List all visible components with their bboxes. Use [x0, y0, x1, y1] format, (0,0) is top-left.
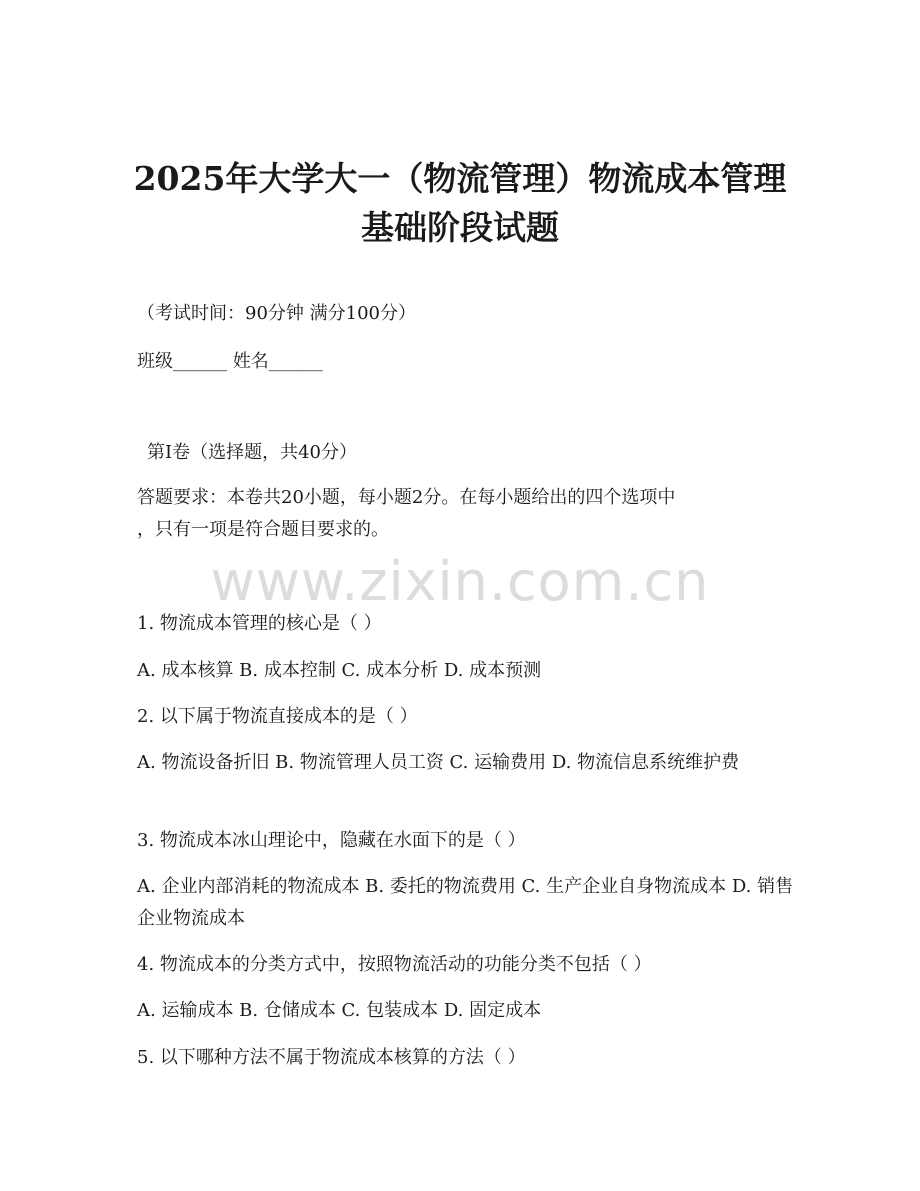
section-heading: 第I卷（选择题，共40分）	[147, 442, 358, 463]
exam-info: （考试时间：90分钟 满分100分）	[137, 303, 416, 324]
question-stem: 5. 以下哪种方法不属于物流成本核算的方法（ ）	[137, 1047, 526, 1068]
question-options: A. 物流设备折旧 B. 物流管理人员工资 C. 运输费用 D. 物流信息系统维护费	[137, 752, 740, 773]
instructions-line-1: 答题要求：本卷共20小题，每小题2分。在每小题给出的四个选项中	[137, 487, 676, 508]
question-stem: 2. 以下属于物流直接成本的是（ ）	[137, 706, 418, 727]
question-stem: 3. 物流成本冰山理论中，隐藏在水面下的是（ ）	[137, 830, 526, 851]
question-options: A. 企业内部消耗的物流成本 B. 委托的物流费用 C. 生产企业自身物流成本 D. 销售企业物流成本	[137, 876, 794, 929]
question-stem: 4. 物流成本的分类方式中，按照物流活动的功能分类不包括（ ）	[137, 954, 652, 975]
question-stem: 1. 物流成本管理的核心是（ ）	[137, 613, 382, 634]
document-title-line-1: 2025年大学大一（物流管理）物流成本管理	[133, 159, 787, 198]
watermark: www.zixin.com.cn	[210, 550, 710, 613]
document-title-line-2: 基础阶段试题	[361, 208, 559, 247]
question-options: A. 运输成本 B. 仓储成本 C. 包装成本 D. 固定成本	[137, 1000, 542, 1021]
question-options: A. 成本核算 B. 成本控制 C. 成本分析 D. 成本预测	[137, 660, 542, 681]
student-fields: 班级______ 姓名______	[137, 351, 323, 372]
instructions-line-2: ，只有一项是符合题目要求的。	[137, 519, 389, 540]
